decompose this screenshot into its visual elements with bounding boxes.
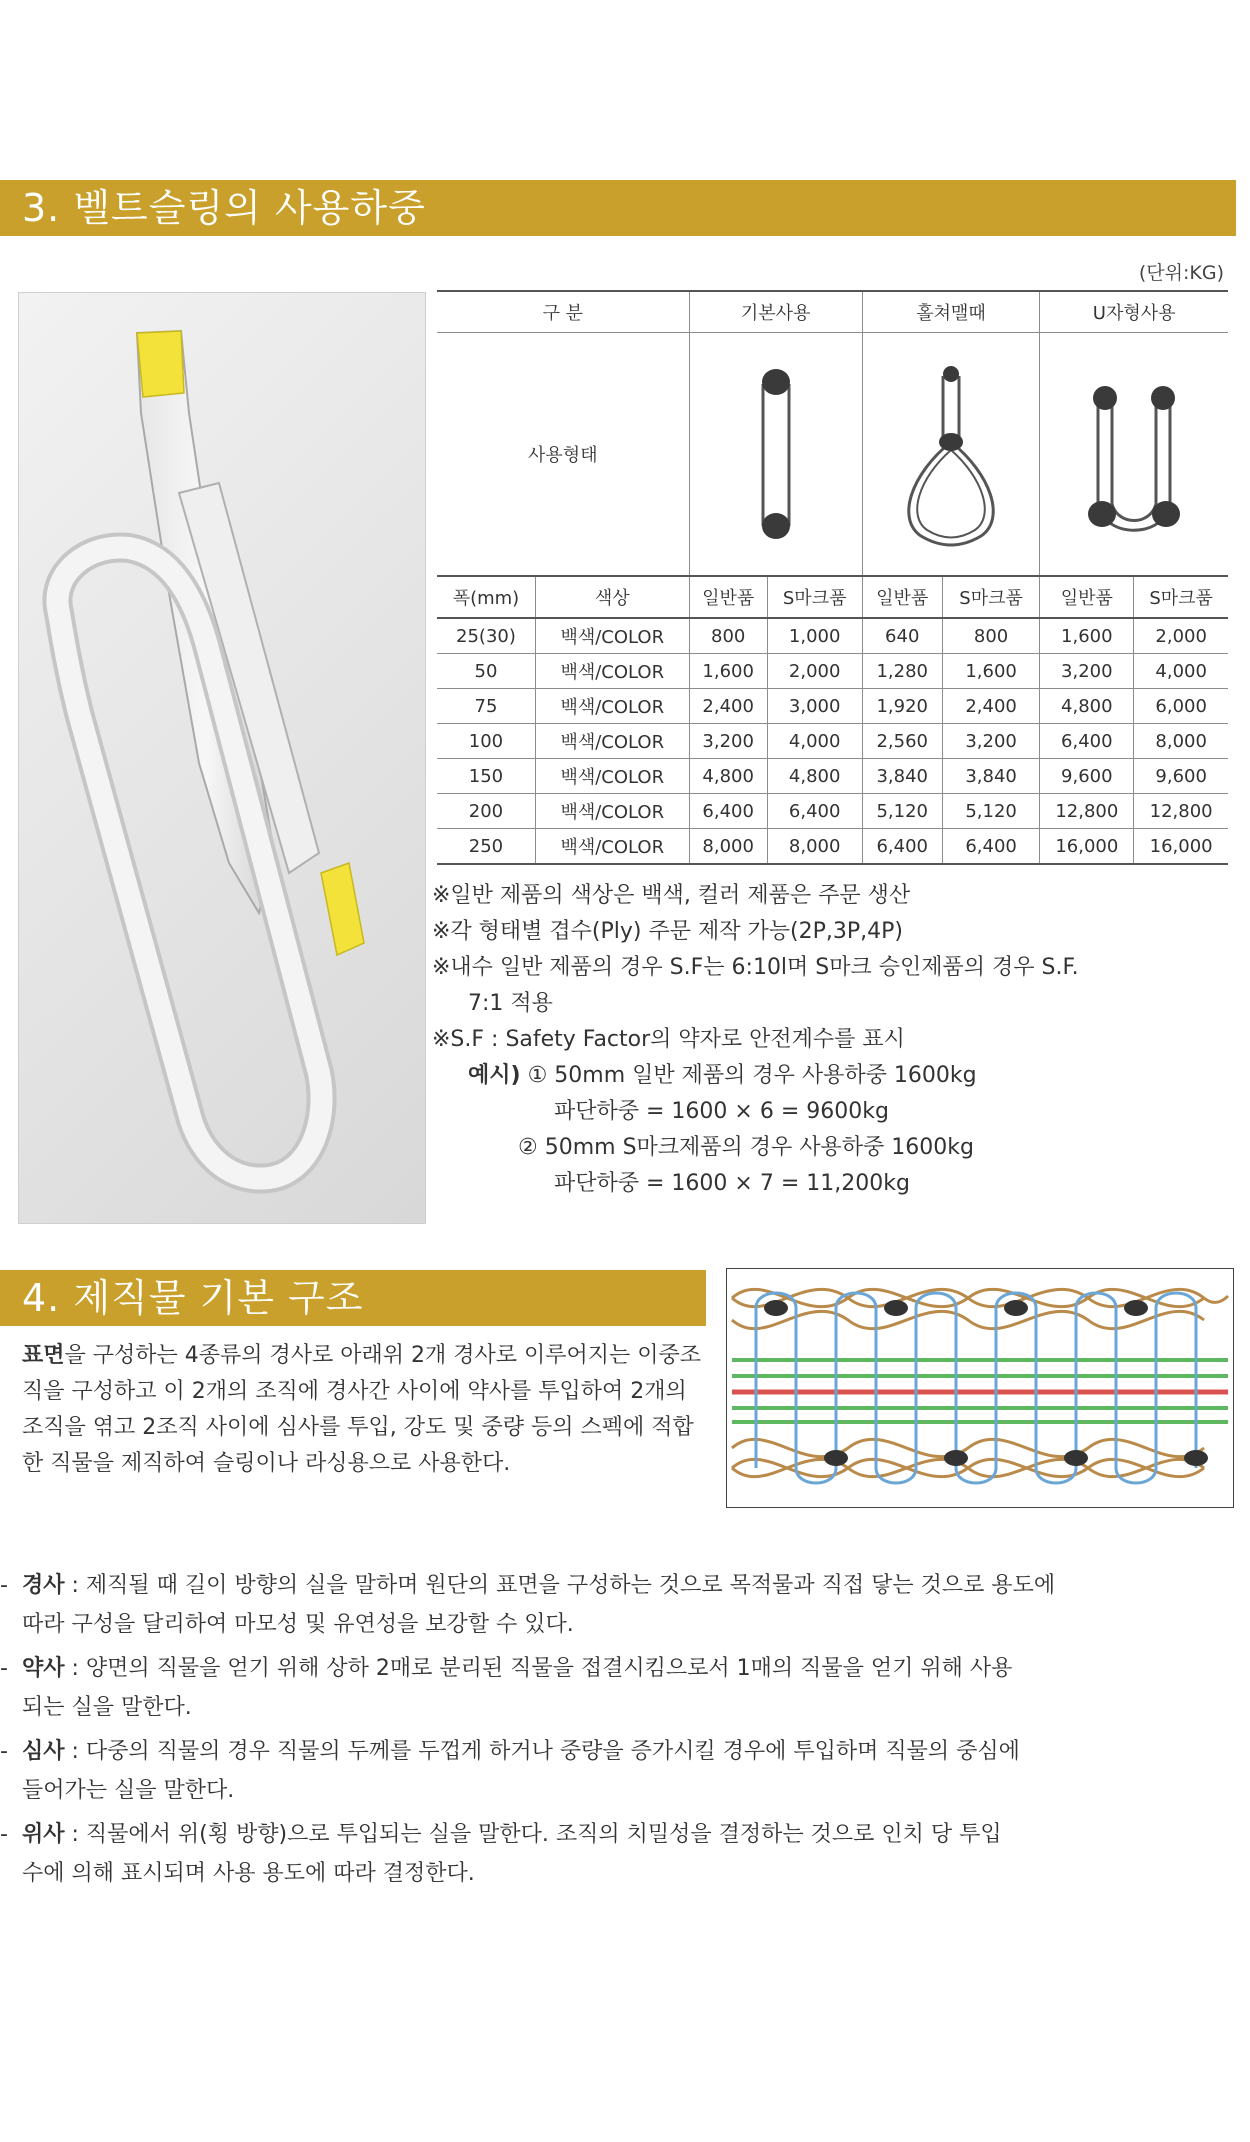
cell-value: 4,000	[767, 724, 862, 759]
cell-value: 9,600	[1134, 759, 1228, 794]
cell-value: 2,400	[942, 689, 1039, 724]
table-row	[437, 724, 1228, 759]
cell-width: 75	[437, 689, 535, 724]
cell-width: 100	[437, 724, 535, 759]
cell-value: 640	[862, 618, 942, 654]
cell-value: 4,800	[1040, 689, 1134, 724]
header-basic: 기본사용	[689, 291, 862, 333]
weave-structure-illustration	[726, 1268, 1234, 1508]
belt-sling-illustration	[19, 293, 425, 1223]
definition-term: 심사	[22, 1739, 65, 1764]
definition-text-cont: 되는 실을 말한다.	[22, 1695, 192, 1720]
note-safety-factor-cont: 7:1 적용	[468, 991, 553, 1016]
basic-shape-cell	[689, 333, 862, 577]
cell-value: 5,120	[862, 794, 942, 829]
cell-value: 4,000	[1134, 654, 1228, 689]
cell-value: 2,400	[689, 689, 767, 724]
definition-binder: - 약사 : 양면의 직물을 얻기 위해 상하 2매로 분리된 직물을 접결시킴으로서 1매의 직물을 얻기 위해 사용 되는 실을 말한다.	[0, 1656, 1013, 1720]
shape-label: 사용형태	[437, 333, 689, 577]
table-shape-row	[437, 333, 1228, 577]
definition-term: 경사	[22, 1573, 65, 1598]
note-ply: ※각 형태별 겹수(Ply) 주문 제작 가능(2P,3P,4P)	[432, 919, 903, 944]
weave-intro-paragraph	[22, 1338, 712, 1482]
table-row	[437, 654, 1228, 689]
belt-sling-photo	[18, 292, 426, 1224]
example-1	[432, 1058, 1232, 1094]
subheader-basic-smark: S마크품	[767, 576, 862, 618]
cell-value: 3,200	[942, 724, 1039, 759]
cell-value: 800	[942, 618, 1039, 654]
table-row	[437, 794, 1228, 829]
table-row	[437, 829, 1228, 865]
definition-text: : 양면의 직물을 얻기 위해 상하 2매로 분리된 직물을 접결시킴으로서 1매의 직물을 얻기 위해 사용	[64, 1656, 1013, 1681]
subheader-choker-smark: S마크품	[942, 576, 1039, 618]
definition-text: : 직물에서 위(횡 방향)으로 투입되는 실을 말한다. 조직의 치밀성을 결정하는 것으로 인치 당 투입	[64, 1822, 1002, 1847]
note-sf-definition: ※S.F : Safety Factor의 약자로 안전계수를 표시	[432, 1027, 905, 1052]
definition-warp: - 경사 : 제직될 때 길이 방향의 실을 말하며 원단의 표면을 구성하는 것으로 목적물과 직접 닿는 것으로 용도에 따라 구성을 달리하여 마모성 및 유연성을 보강할 수 있다.	[0, 1573, 1056, 1637]
cell-value: 1,600	[1040, 618, 1134, 654]
cell-value: 16,000	[1040, 829, 1134, 865]
intro-text: 을 구성하는 4종류의 경사로 아래위 2개 경사로 이루어지는 이중조직을 구성하고 이 2개의 조직에 경사간 사이에 약사를 투입하여 2개의 조직을 엮고 2조직 사이에 심사를 투입, 강도 및 중량 등의 스펙에 적합한 직물을 제직하여 슬링이나 라싱용으로 사용한다.	[22, 1343, 702, 1476]
cell-color: 백색/COLOR	[535, 689, 689, 724]
cell-color: 백색/COLOR	[535, 618, 689, 654]
header-category: 구 분	[437, 291, 689, 333]
unit-label: (단위:KG)	[1138, 262, 1224, 284]
cell-color: 백색/COLOR	[535, 829, 689, 865]
definition-text: : 제직될 때 길이 방향의 실을 말하며 원단의 표면을 구성하는 것으로 목적물과 직접 닿는 것으로 용도에	[64, 1573, 1056, 1598]
subheader-color: 색상	[535, 576, 689, 618]
table-notes	[432, 878, 1232, 1202]
cell-color: 백색/COLOR	[535, 654, 689, 689]
cell-value: 1,600	[942, 654, 1039, 689]
definition-text-cont: 수에 의해 표시되며 사용 용도에 따라 결정한다.	[22, 1861, 475, 1886]
definition-text-cont: 따라 구성을 달리하여 마모성 및 유연성을 보강할 수 있다.	[22, 1612, 574, 1637]
cell-value: 6,400	[689, 794, 767, 829]
definition-term: 위사	[22, 1822, 65, 1847]
cell-value: 9,600	[1040, 759, 1134, 794]
u-shape-cell	[1040, 333, 1228, 577]
subheader-u-general: 일반품	[1040, 576, 1134, 618]
example-label: 예시)	[468, 1063, 521, 1088]
cell-value: 12,800	[1040, 794, 1134, 829]
subheader-u-smark: S마크품	[1134, 576, 1228, 618]
cell-value: 1,000	[767, 618, 862, 654]
definition-text: : 다중의 직물의 경우 직물의 두께를 두껍게 하거나 중량을 증가시킬 경우에 투입하며 직물의 중심에	[64, 1739, 1020, 1764]
cell-value: 8,000	[767, 829, 862, 865]
cell-value: 8,000	[689, 829, 767, 865]
cell-value: 3,840	[942, 759, 1039, 794]
cell-value: 6,000	[1134, 689, 1228, 724]
note-safety-factor: ※내수 일반 제품의 경우 S.F는 6:10l며 S마크 승인제품의 경우 S.F.	[432, 955, 1079, 980]
cell-value: 6,400	[942, 829, 1039, 865]
table-row	[437, 618, 1228, 654]
cell-value: 1,920	[862, 689, 942, 724]
subheader-choker-general: 일반품	[862, 576, 942, 618]
cell-width: 200	[437, 794, 535, 829]
cell-color: 백색/COLOR	[535, 759, 689, 794]
cell-value: 12,800	[1134, 794, 1228, 829]
definition-term: 약사	[22, 1656, 65, 1681]
cell-value: 1,600	[689, 654, 767, 689]
example-1-break-load: 파단하중 = 1600 × 6 = 9600kg	[554, 1099, 889, 1124]
cell-value: 2,000	[1134, 618, 1228, 654]
cell-value: 6,400	[1040, 724, 1134, 759]
table-subheader-row	[437, 576, 1228, 618]
cell-value: 800	[689, 618, 767, 654]
definition-core: - 심사 : 다중의 직물의 경우 직물의 두께를 두껍게 하거나 중량을 증가시킬 경우에 투입하며 직물의 중심에 들어가는 실을 말한다.	[0, 1739, 1020, 1803]
note-color: ※일반 제품의 색상은 백색, 컬러 제품은 주문 생산	[432, 883, 911, 908]
cell-value: 6,400	[862, 829, 942, 865]
cell-width: 150	[437, 759, 535, 794]
header-choker: 홀쳐맬때	[862, 291, 1040, 333]
cell-value: 2,000	[767, 654, 862, 689]
example-2: ② 50mm S마크제품의 경우 사용하중 1600kg	[518, 1135, 974, 1160]
header-u-shape: U자형사용	[1040, 291, 1228, 333]
section-3-title: 3. 벨트슬링의 사용하중	[22, 186, 426, 230]
choker-shape-cell	[862, 333, 1040, 577]
subheader-basic-general: 일반품	[689, 576, 767, 618]
example-1-text: ① 50mm 일반 제품의 경우 사용하중 1600kg	[527, 1063, 977, 1088]
cell-value: 8,000	[1134, 724, 1228, 759]
cell-value: 2,560	[862, 724, 942, 759]
section-4-title: 4. 제직물 기본 구조	[22, 1276, 364, 1320]
cell-value: 16,000	[1134, 829, 1228, 865]
cell-width: 50	[437, 654, 535, 689]
cell-width: 25(30)	[437, 618, 535, 654]
table-header-row	[437, 291, 1228, 333]
cell-value: 1,280	[862, 654, 942, 689]
definition-text-cont: 들어가는 실을 말한다.	[22, 1778, 235, 1803]
table-row	[437, 759, 1228, 794]
cell-value: 3,840	[862, 759, 942, 794]
u-sling-shape-icon	[1074, 354, 1194, 554]
section-3-header	[0, 180, 1236, 236]
cell-color: 백색/COLOR	[535, 794, 689, 829]
choker-sling-shape-icon	[891, 354, 1011, 554]
cell-value: 3,200	[689, 724, 767, 759]
subheader-width: 폭(mm)	[437, 576, 535, 618]
intro-bold-term: 표면	[22, 1343, 65, 1368]
working-load-table	[437, 290, 1228, 865]
definition-weft: - 위사 : 직물에서 위(횡 방향)으로 투입되는 실을 말한다. 조직의 치밀성을 결정하는 것으로 인치 당 투입 수에 의해 표시되며 사용 용도에 따라 결정한다.	[0, 1822, 1002, 1886]
section-4-header	[0, 1270, 706, 1326]
cell-value: 4,800	[689, 759, 767, 794]
cell-value: 6,400	[767, 794, 862, 829]
cell-width: 250	[437, 829, 535, 865]
table-row	[437, 689, 1228, 724]
cell-value: 3,000	[767, 689, 862, 724]
cell-value: 3,200	[1040, 654, 1134, 689]
cell-value: 5,120	[942, 794, 1039, 829]
cell-color: 백색/COLOR	[535, 724, 689, 759]
basic-sling-shape-icon	[731, 354, 821, 554]
weave-structure-diagram	[726, 1268, 1234, 1508]
example-2-break-load: 파단하중 = 1600 × 7 = 11,200kg	[554, 1171, 910, 1196]
cell-value: 4,800	[767, 759, 862, 794]
